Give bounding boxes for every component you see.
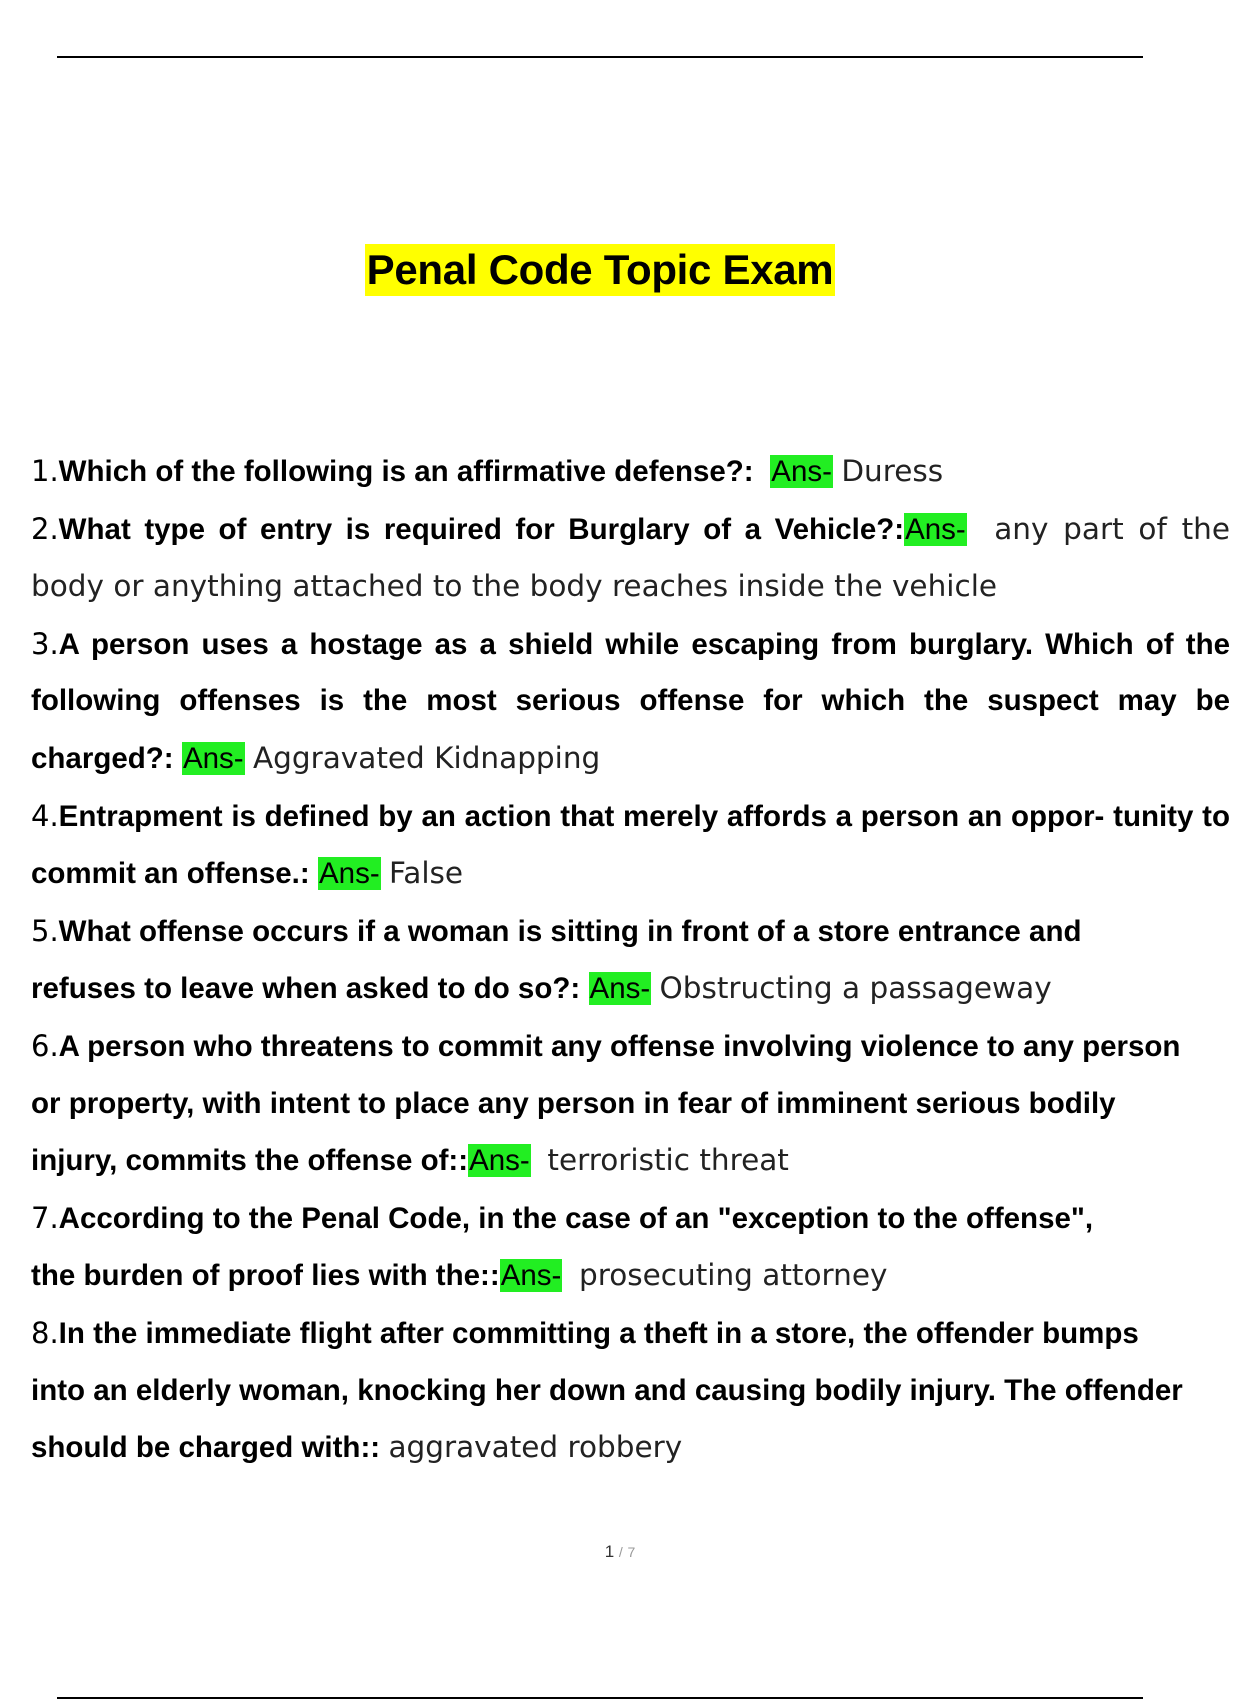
answer-text: terroristic threat	[547, 1143, 789, 1178]
question-item-2	[31, 501, 1230, 616]
answer-label: Ans-	[500, 1259, 562, 1293]
answer-text: Obstructing a passageway	[659, 971, 1052, 1006]
answer-text: prosecuting attorney	[579, 1258, 888, 1293]
question-number: 7.	[31, 1200, 59, 1235]
question-text: What type of entry is required for Burglary of a Vehicle?:	[58, 512, 905, 546]
page-indicator	[0, 1542, 1240, 1562]
question-number: 4.	[31, 798, 59, 833]
question-text: What offense occurs if a woman is sitting in front of a store entrance and refuses to leave when asked to do so?:	[31, 914, 1082, 1006]
answer-text: Duress	[841, 454, 944, 488]
answer-text: any part of the body or anything attached to the body reaches inside the vehicle	[31, 511, 1231, 604]
answer-label: Ans-	[771, 455, 832, 488]
answer-label: Ans-	[469, 1144, 530, 1178]
answer-label: Ans-	[905, 512, 966, 546]
question-text: Which of the following is an affirmative defense?:	[58, 455, 754, 488]
answer-text: False	[389, 856, 464, 891]
page-total: 7	[627, 1544, 636, 1560]
answer-label: Ans-	[589, 972, 651, 1006]
answer-label: Ans-	[319, 857, 380, 891]
page-separator: /	[618, 1544, 623, 1560]
page-title: Penal Code Topic Exam	[365, 244, 836, 296]
question-item-5	[31, 903, 1200, 1018]
question-text: Entrapment is defined by an action that merely affords a person an oppor- tunity to commit an offense.:	[31, 799, 1230, 891]
page-current: 1	[604, 1542, 615, 1561]
answer-label: Ans-	[182, 741, 244, 775]
question-number: 3.	[31, 626, 59, 661]
question-number: 5.	[31, 913, 59, 948]
question-text: In the immediate flight after committing a theft in a store, the offender bumps into an elderly woman, knocking her down and causing bodily injury. The offender should be charged with::	[31, 1316, 1183, 1465]
question-number: 2.	[31, 511, 59, 546]
question-number: 8.	[31, 1315, 59, 1350]
question-text: A person who threatens to commit any offense involving violence to any person or property, with intent to place any person in fear of imminent serious bodily injury, commits the offense of::	[31, 1029, 1181, 1178]
question-item-7	[31, 1190, 1200, 1305]
bottom-rule	[57, 1697, 1143, 1699]
title-wrap	[0, 244, 1200, 296]
question-item-1	[31, 443, 1200, 501]
top-rule	[57, 56, 1143, 58]
question-number: 6.	[31, 1028, 59, 1063]
question-list	[31, 443, 1231, 1477]
question-item-3	[31, 616, 1230, 788]
question-number: 1.	[31, 454, 59, 488]
question-text: A person uses a hostage as a shield while escaping from burglary. Which of the following offenses is the most serious offense for which the suspect may be charged?:	[31, 627, 1230, 775]
question-item-6	[31, 1018, 1200, 1190]
answer-text: aggravated robbery	[388, 1430, 683, 1465]
question-text: According to the Penal Code, in the case of an "exception to the offense", the burden of proof lies with the::	[31, 1201, 1094, 1293]
answer-text: Aggravated Kidnapping	[252, 740, 601, 775]
question-item-4	[31, 788, 1230, 903]
question-item-8	[31, 1305, 1200, 1477]
